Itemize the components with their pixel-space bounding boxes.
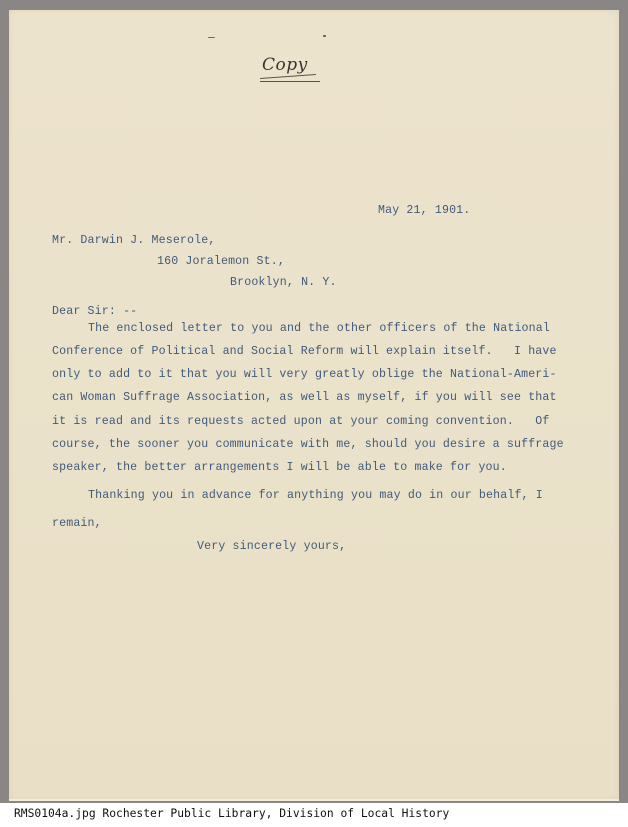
letter-page: [9, 10, 619, 801]
closing: Very sincerely yours,: [197, 540, 347, 553]
salutation: Dear Sir: --: [52, 305, 138, 318]
recipient-name: Mr. Darwin J. Meserole,: [52, 234, 216, 247]
handwritten-copy-annotation: [258, 53, 328, 93]
image-caption: RMS0104a.jpg Rochester Public Library, Division of Local History: [14, 807, 450, 820]
copy-annotation-text: Copy: [262, 55, 308, 75]
body-line: Conference of Political and Social Reform will explain itself. I have: [52, 345, 557, 358]
body-line: Thanking you in advance for anything you may do in our behalf, I: [88, 489, 543, 502]
paper-mark: [208, 37, 215, 38]
body-line: The enclosed letter to you and the other officers of the National: [88, 322, 550, 335]
body-line: speaker, the better arrangements I will be able to make for you.: [52, 461, 507, 474]
paper-mark: [323, 35, 326, 37]
recipient-street: 160 Joralemon St.,: [157, 255, 285, 268]
body-line: only to add to it that you will very greatly oblige the National-Ameri-: [52, 368, 557, 381]
body-line: remain,: [52, 517, 102, 530]
copy-underline: [260, 81, 320, 82]
recipient-city: Brooklyn, N. Y.: [230, 276, 337, 289]
letter-date: May 21, 1901.: [378, 204, 471, 217]
body-line: can Woman Suffrage Association, as well as myself, if you will see that: [52, 391, 557, 404]
body-line: it is read and its requests acted upon at your coming convention. Of: [52, 415, 550, 428]
body-line: course, the sooner you communicate with me, should you desire a suffrage: [52, 438, 564, 451]
